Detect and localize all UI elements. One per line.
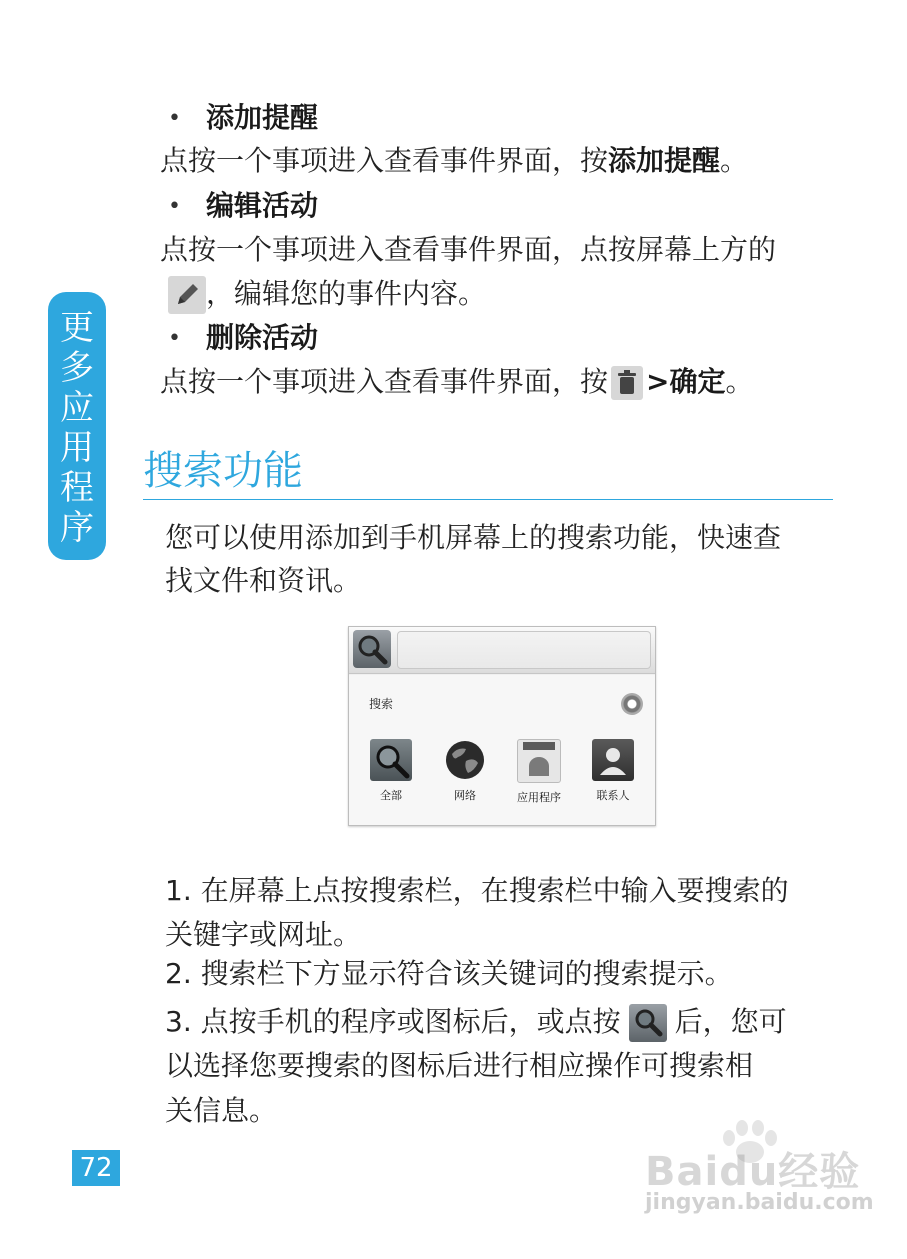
step-line — [165, 1002, 787, 1042]
side-tab-char: 应 — [60, 388, 94, 428]
search-options-panel — [349, 675, 655, 825]
settings-icon[interactable] — [621, 693, 643, 715]
step-line: 关键字或网址。 — [165, 918, 362, 951]
panel-label: 搜索 — [369, 697, 394, 711]
bullet-dot: • — [168, 326, 181, 351]
step-line: 2. 搜索栏下方显示符合该关键词的搜索提示。 — [165, 957, 733, 990]
page-number: 72 — [72, 1150, 120, 1186]
search-icon — [353, 630, 391, 668]
watermark-brand: Baidu经验 — [645, 1149, 861, 1195]
android-app-icon — [517, 739, 561, 783]
search-scope-apps[interactable] — [507, 739, 571, 805]
chapter-side-tab — [48, 292, 106, 560]
step-line: 关信息。 — [165, 1094, 278, 1127]
search-input[interactable] — [397, 631, 651, 669]
side-tab-char: 程 — [60, 468, 94, 508]
search-icon — [370, 739, 412, 781]
step-line: 1. 在屏幕上点按搜索栏，在搜索栏中输入要搜索的 — [165, 874, 789, 907]
search-button[interactable] — [353, 630, 391, 668]
step-text: 3. 点按手机的程序或图标后，或点按 — [165, 1005, 621, 1038]
body-text: 点按一个事项进入查看事件界面，按 — [160, 365, 609, 398]
search-scope-web[interactable] — [433, 739, 497, 803]
body-line — [160, 141, 748, 181]
body-line: 找文件和资讯。 — [165, 564, 362, 597]
globe-icon — [444, 739, 486, 781]
body-line — [168, 274, 486, 314]
item-label: 应用程序 — [517, 791, 561, 804]
watermark-url: jingyan.baidu.com — [645, 1190, 874, 1215]
bullet-title: 编辑活动 — [206, 189, 319, 222]
search-scope-all[interactable] — [359, 739, 423, 803]
item-label: 全部 — [380, 789, 402, 802]
body-line: 您可以使用添加到手机屏幕上的搜索功能，快速查 — [165, 521, 782, 554]
bullet-dot: • — [168, 106, 181, 131]
pencil-icon — [168, 276, 206, 314]
step-text: 后，您可 — [674, 1005, 787, 1038]
body-bold-text: >确定 — [646, 365, 726, 398]
side-tab-char: 用 — [60, 428, 94, 468]
side-tab-char: 序 — [60, 508, 94, 548]
search-bar — [349, 627, 655, 674]
body-text: ，编辑您的事件内容。 — [206, 277, 487, 310]
search-widget — [348, 626, 656, 826]
body-bold-text: 添加提醒 — [608, 144, 721, 177]
search-icon — [629, 1004, 667, 1042]
section-title: 搜索功能 — [143, 448, 303, 494]
search-scope-contacts[interactable] — [581, 739, 645, 803]
section-divider — [143, 499, 833, 500]
side-tab-char: 更 — [60, 308, 94, 348]
side-tab-char: 多 — [60, 348, 94, 388]
contacts-icon — [592, 739, 634, 781]
trash-icon — [611, 366, 643, 400]
item-label: 联系人 — [596, 789, 630, 802]
body-line: 点按一个事项进入查看事件界面，点按屏幕上方的 — [160, 233, 777, 266]
body-text: 点按一个事项进入查看事件界面，按 — [160, 144, 609, 177]
body-line — [160, 362, 754, 402]
body-text: 。 — [725, 365, 754, 398]
bullet-title: 删除活动 — [206, 321, 319, 354]
step-line: 以选择您要搜索的图标后进行相应操作可搜索相 — [165, 1049, 754, 1082]
bullet-dot: • — [168, 194, 181, 219]
item-label: 网络 — [454, 789, 476, 802]
body-text: 。 — [720, 144, 749, 177]
bullet-title: 添加提醒 — [206, 101, 319, 134]
